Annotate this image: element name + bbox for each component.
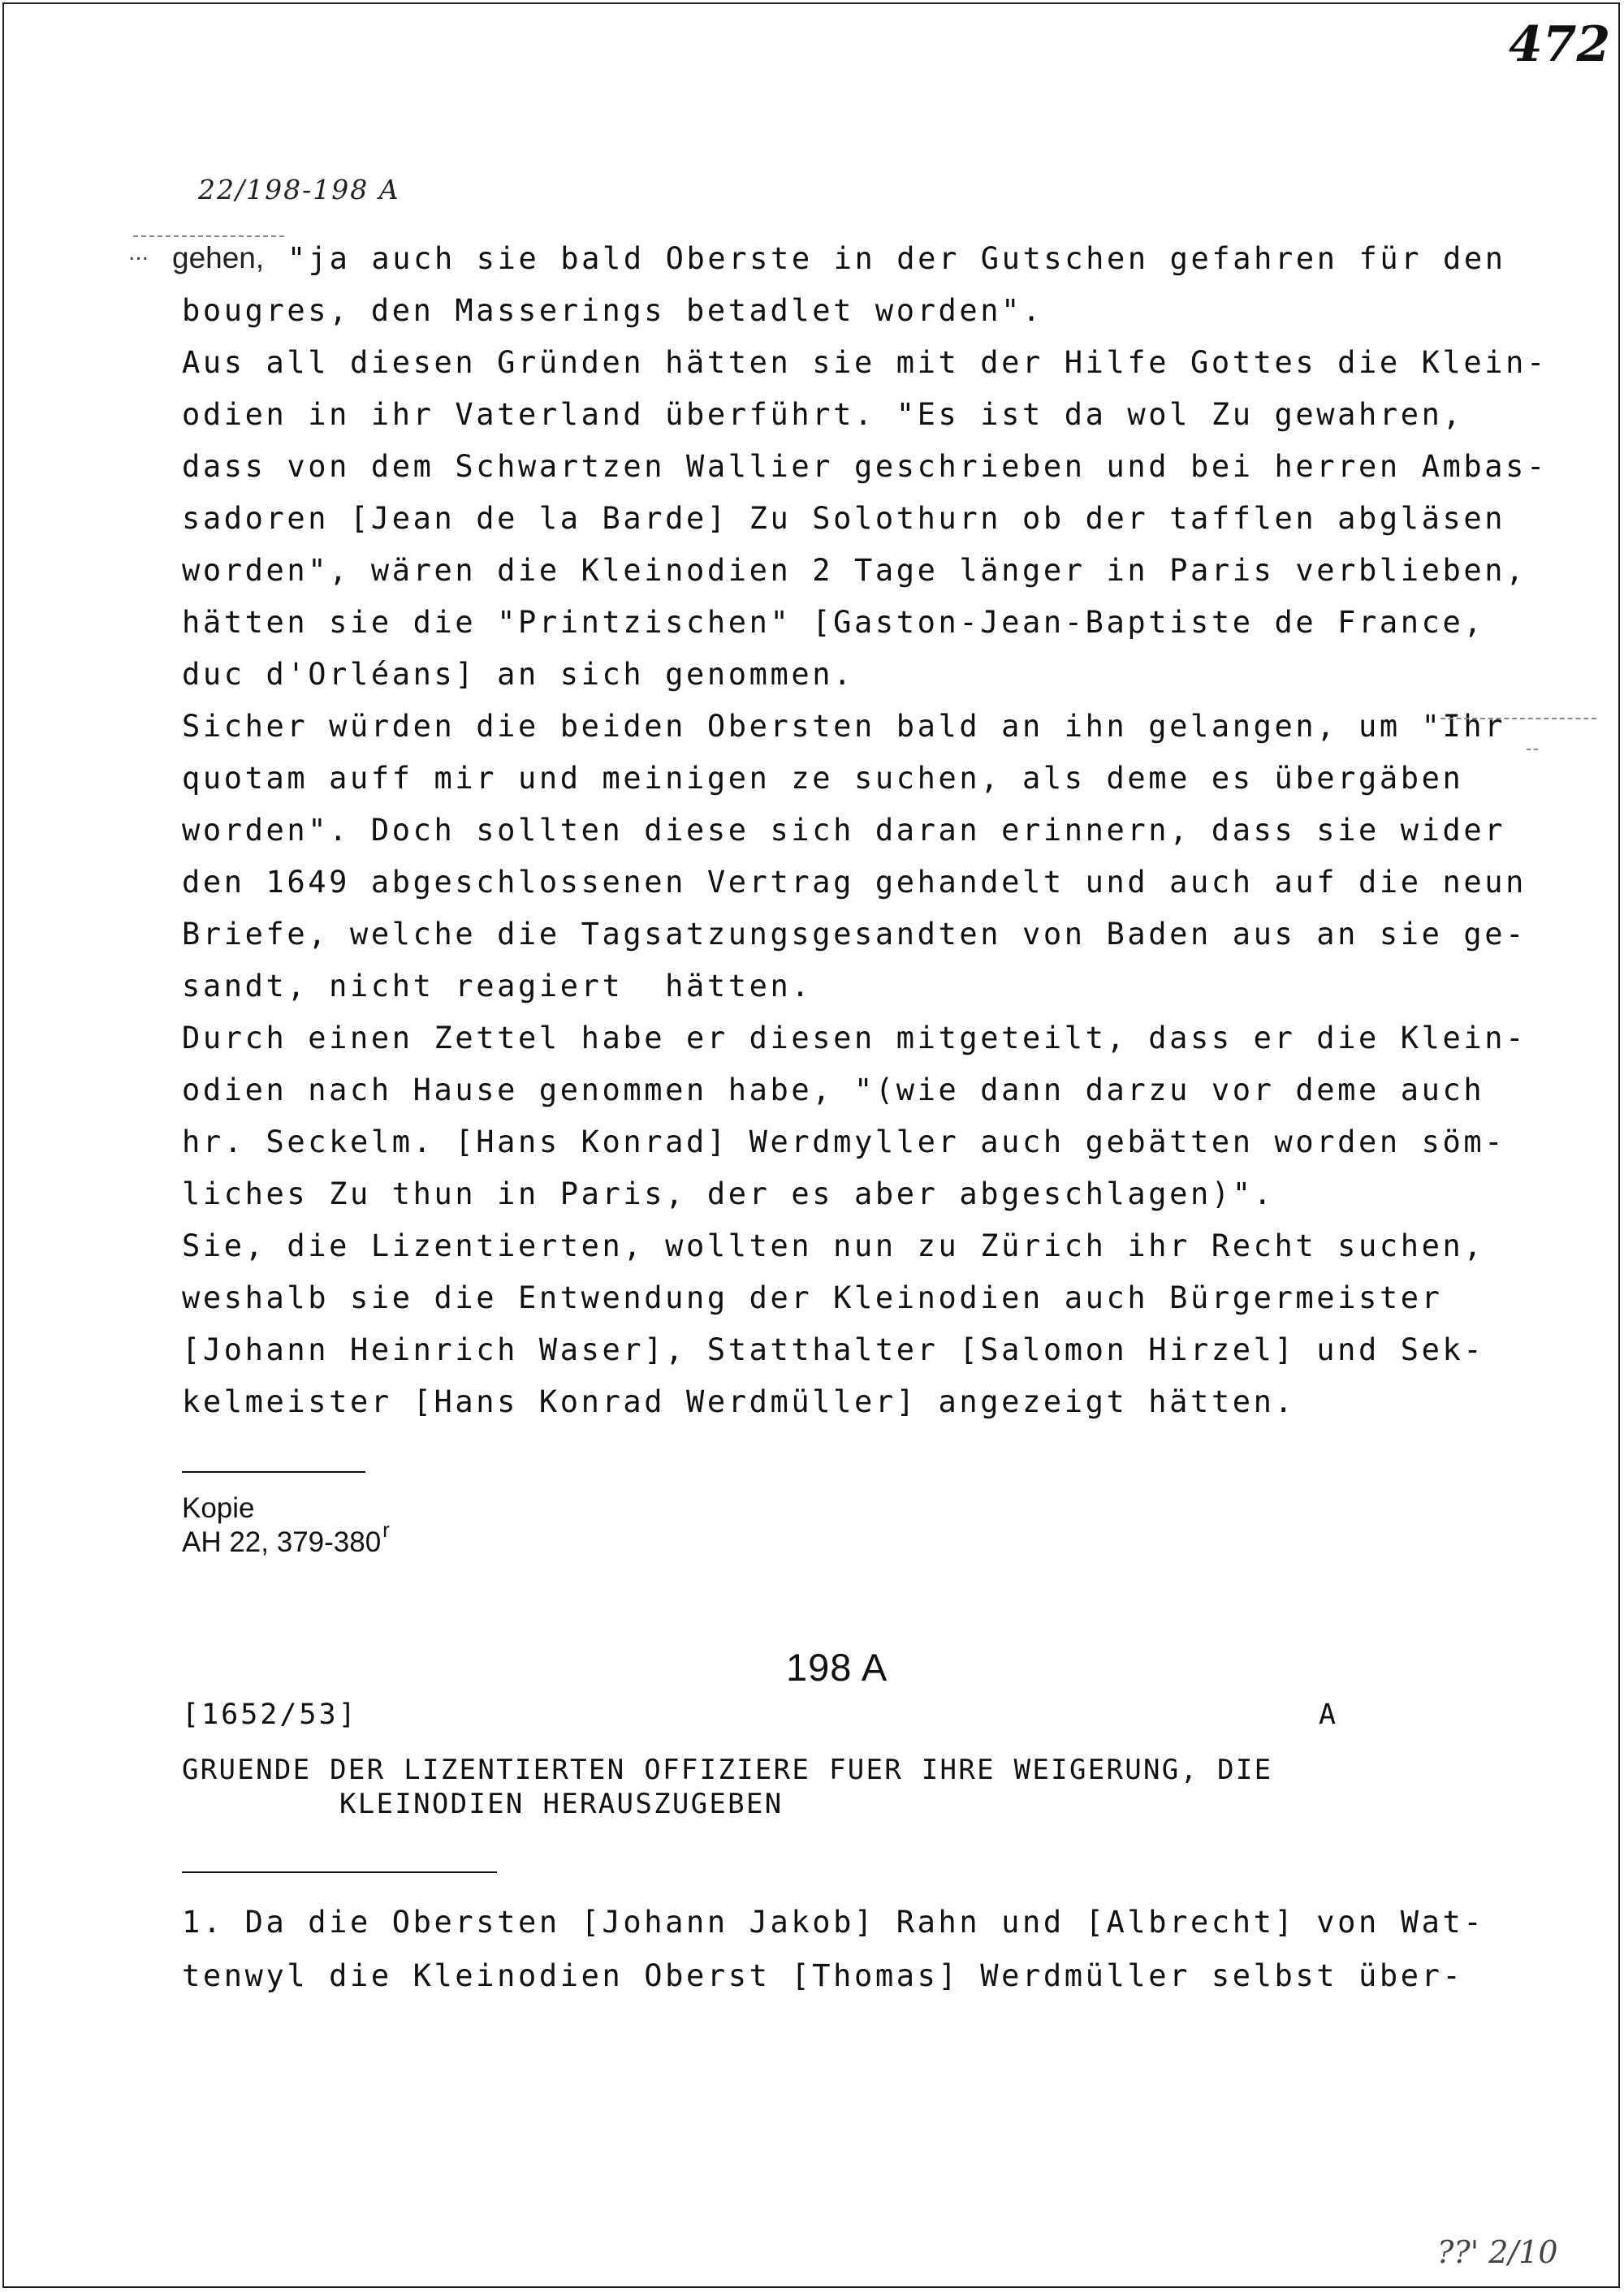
section-title-line-2: KLEINODIEN HERAUSZUGEBEN [339,1788,784,1820]
margin-dashed-line-right [1440,718,1596,719]
paragraph-line: Briefe, welche die Tagsatzungsgesandten von Baden aus an sie ge- [182,917,1527,952]
document-reference: 22/198-198 A [198,174,400,205]
section-title-line-1: GRUENDE DER LIZENTIERTEN OFFIZIERE FUER IHRE WEIGERUNG, DIE [182,1754,1273,1786]
handwritten-footer-number: ??' 2/10 [1437,2234,1558,2270]
section-date: [1652/53] [182,1698,358,1731]
paragraph-line: odien nach Hause genommen habe, "(wie dann darzu vor deme auch [182,1073,1485,1107]
paragraph-line: Aus all diesen Gründen hätten sie mit der Hilfe Gottes die Klein- [182,345,1548,380]
source-kind: Kopie [182,1492,255,1524]
margin-dashed-line-top [133,235,284,237]
handwritten-page-number: 472 [1509,16,1611,73]
paragraph-line: odien in ihr Vaterland überführt. "Es ist da wol Zu gewahren, [182,397,1464,432]
section-number: 198 A [786,1646,888,1689]
paragraph-line: weshalb sie die Entwendung der Kleinodien auch Bürgermeister [182,1280,1443,1315]
paragraph-line: den 1649 abgeschlossenen Vertrag gehandelt und auch auf die neun [182,865,1527,900]
source-ref-text: AH 22, 379-380 [182,1526,382,1558]
source-reference [182,1517,390,1559]
paragraph-line: Sie, die Lizentierten, wollten nun zu Zürich ihr Recht suchen, [182,1228,1485,1263]
paragraph-line: worden". Doch sollten diese sich daran erinnern, dass sie wider [182,813,1506,848]
margin-dashed-line-right-short [1527,749,1538,750]
section-letter: A [1319,1698,1337,1731]
section-title-rule [182,1871,497,1873]
paragraph-line: liches Zu thun in Paris, der es aber abgeschlagen)". [182,1176,1275,1211]
point-line: tenwyl die Kleinodien Oberst [Thomas] Werdmüller selbst über- [182,1958,1464,1993]
handwritten-insert-word: gehen, [172,241,265,274]
margin-dots: ... [128,239,149,265]
paragraph-line: duc d'Orléans] an sich genommen. [182,657,855,692]
paragraph-line: sandt, nicht reagiert hätten. [182,969,813,1004]
paragraph-line: sadoren [Jean de la Barde] Zu Solothurn ob der tafflen abgläsen [182,501,1506,536]
paragraph-line: dass von dem Schwartzen Wallier geschrieben und bei herren Ambas- [182,449,1548,484]
footnote-separator [182,1471,365,1473]
paragraph-line: [Johann Heinrich Waser], Statthalter [Salomon Hirzel] und Sek- [182,1332,1485,1367]
point-line: 1. Da die Obersten [Johann Jakob] Rahn und [Albrecht] von Wat- [182,1905,1485,1940]
paragraph-line: bougres, den Masserings betadlet worden". [182,293,1043,328]
paragraph-line: worden", wären die Kleinodien 2 Tage länger in Paris verblieben, [182,553,1527,588]
first-line-text: "ja auch sie bald Oberste in der Gutschen gefahren für den [266,241,1506,276]
paragraph-line: kelmeister [Hans Konrad Werdmüller] angezeigt hätten. [182,1384,1296,1419]
source-ref-superscript: r [382,1517,390,1542]
paragraph-line: Sicher würden die beiden Obersten bald an ihn gelangen, um "Ihr [182,709,1506,744]
paragraph-line: Durch einen Zettel habe er diesen mitgeteilt, dass er die Klein- [182,1021,1527,1055]
paragraph-line: hr. Seckelm. [Hans Konrad] Werdmyller auch gebätten worden söm- [182,1124,1506,1159]
paragraph-line: quotam auff mir und meinigen ze suchen, als deme es übergäben [182,761,1464,796]
paragraph-line: hätten sie die "Printzischen" [Gaston-Jean-Baptiste de France, [182,605,1485,640]
